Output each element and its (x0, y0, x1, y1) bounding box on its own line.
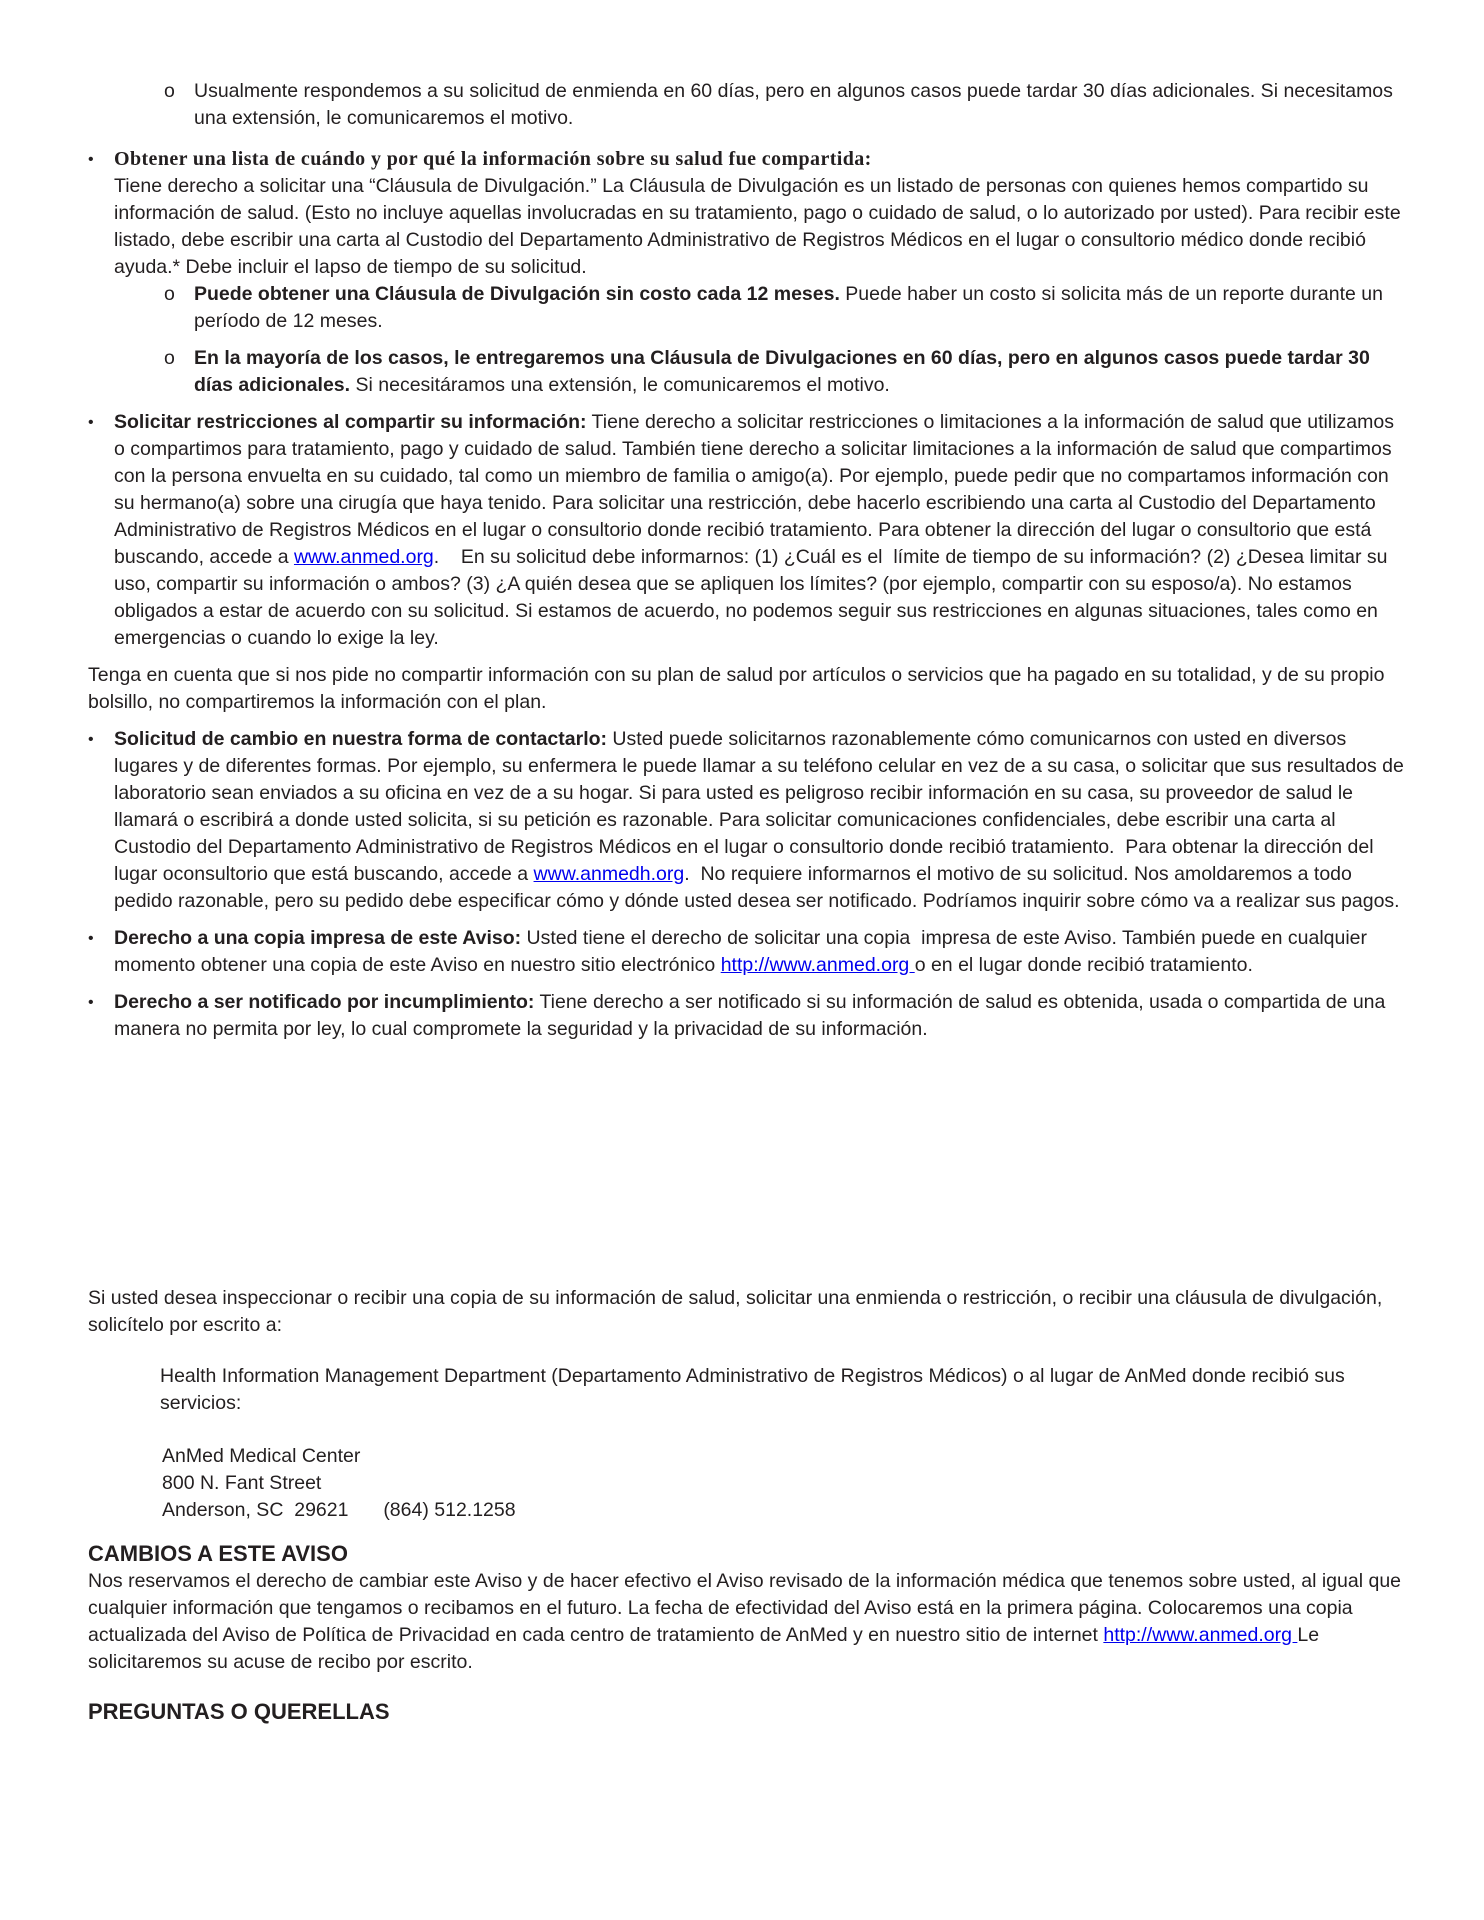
changes-text: Nos reservamos el derecho de cambiar este Aviso y de hacer efectivo el Aviso revisado de la información médica que tenemos sobre usted, al igual que cualquier información que tengamos o recibamos en el futuro. La fecha de efectividad del Aviso está en la primera página. Colocaremos una copia actualizada del Aviso de Política de Privacidad en cada centro de tratamiento de AnMed y en nuestro sitio de internet (88, 1570, 1402, 1646)
paper-copy-text: Usted tiene el derecho de solicitar una copia impresa de este Aviso. También puede en cualquier momento obtener una copia de este Aviso en nuestro sitio electrónico (114, 927, 1373, 976)
bullet-marker: • (88, 414, 94, 431)
restrictions-text: Tiene derecho a solicitar restricciones o limitaciones a la información de salud que utilizamos o compartimos para tratamiento, pago y cuidado de salud. También tiene derecho a solicitar limitaciones a la información de salud que compartimos con la persona envuelta en su cuidado, tal como un miembro de familia o amigo(a). Por ejemplo, puede pedir que no compartamos información con su hermano(a) sobre una cirugía que haya tenido. Para solicitar una restricción, debe hacerlo escribiendo una carta al Custodio del Departamento Administrativo de Registros Médicos en el lugar o consultorio donde recibió tratamiento. Para obtener la dirección del lugar o consultorio que está buscando, accede a (114, 411, 1394, 568)
restrictions-bullet (88, 409, 1408, 652)
sub-bullet-marker: o (164, 347, 175, 369)
bullet-marker: • (88, 930, 94, 947)
questions-heading: PREGUNTAS O QUERELLAS (88, 1699, 390, 1724)
accounting-timing-text: Si necesitáramos una extensión, le comunicaremos el motivo. (350, 374, 890, 396)
accounting-subitem-timing (88, 345, 1408, 399)
anmed-website-link-2[interactable]: http://www.anmed.org (1103, 1624, 1298, 1646)
contact-change-bullet (88, 726, 1408, 915)
health-plan-note: Tenga en cuenta que si nos pide no compartir información con su plan de salud por artículos o servicios que ha pagado en su totalidad, y de su propio bolsillo, no compartiremos la información con el plan. (88, 664, 1385, 713)
anmed-link[interactable]: www.anmed.org (293, 546, 434, 568)
bullet-marker: • (88, 151, 94, 168)
mailing-address (88, 1443, 1408, 1524)
changes-heading: CAMBIOS A ESTE AVISO (88, 1541, 348, 1566)
department-text: Health Information Management Department (Departamento Administrativo de Registros Médicos) o al lugar de AnMed donde recibió sus servicios: (160, 1365, 1345, 1414)
accounting-bullet (88, 146, 1408, 281)
contact-change-title: Solicitud de cambio en nuestra forma de contactarlo: (114, 728, 608, 750)
document-page (88, 78, 1408, 1726)
address-street: 800 N. Fant Street (162, 1472, 322, 1494)
address-city: Anderson, SC 29621 (162, 1499, 349, 1521)
accounting-text: Tiene derecho a solicitar una “Cláusula de Divulgación.” La Cláusula de Divulgación es un listado de personas con quienes hemos compartido su información de salud. (Esto no incluye aquellas involucradas en su tratamiento, pago o cuidado de salud, o lo autorizado por usted). Para recibir este listado, debe escribir una carta al Custodio del Departamento Administrativo de Registros Médicos en el lugar o consultorio médico donde recibió ayuda.* Debe incluir el lapso de tiempo de su solicitud. (114, 175, 1401, 278)
accounting-free-text: Puede haber un costo si solicita más de un reporte durante un período de 12 meses. (194, 283, 1383, 332)
accounting-title: Obtener una lista de cuándo y por qué la información sobre su salud fue compartida: (114, 148, 872, 170)
accounting-subitem-free (88, 281, 1408, 335)
address-name: AnMed Medical Center (162, 1445, 361, 1467)
breach-bullet (88, 989, 1408, 1043)
anmedh-link[interactable]: www.anmedh.org (533, 863, 685, 885)
paper-copy-text-cont: o en el lugar donde recibió tratamiento. (914, 954, 1253, 976)
breach-title: Derecho a ser notificado por incumplimiento: (114, 991, 535, 1013)
accounting-free-bold: Puede obtener una Cláusula de Divulgación sin costo cada 12 meses. (194, 283, 840, 305)
paper-copy-title: Derecho a una copia impresa de este Aviso: (114, 927, 522, 949)
sub-bullet-marker: o (164, 80, 175, 102)
bullet-marker: • (88, 731, 94, 748)
request-in-writing-text: Si usted desea inspeccionar o recibir una copia de su información de salud, solicitar una enmienda o restricción, o recibir una cláusula de divulgación, solicítelo por escrito a: (88, 1287, 1383, 1336)
contact-change-text-cont: . No requiere informarnos el motivo de su solicitud. Nos amoldaremos a todo pedido razonable, pero su pedido debe especificar cómo y dónde usted desea ser notificado. Podríamos inquirir sobre cómo va a realizar sus pagos. (114, 863, 1400, 912)
paper-copy-bullet (88, 925, 1408, 979)
restrictions-text-cont: . En su solicitud debe informarnos: (1) ¿Cuál es el límite de tiempo de su información? (2) ¿Desea limitar su uso, compartir su información o ambos? (3) ¿A quién desea que se apliquen los límites? (por ejemplo, compartir con su esposo/a). No estamos obligados a estar de acuerdo con su solicitud. Si estamos de acuerdo, no podemos seguir sus restricciones en algunas situaciones, tales como en emergencias o cuando lo exige la ley. (114, 546, 1393, 649)
address-phone: (864) 512.1258 (383, 1499, 516, 1521)
anmed-website-link[interactable]: http://www.anmed.org (720, 954, 915, 976)
breach-text: Tiene derecho a ser notificado si su información de salud es obtenida, usada o compartida de una manera no permita por ley, lo cual compromete la seguridad y la privacidad de su información. (114, 991, 1386, 1040)
amend-response-text: Usualmente respondemos a su solicitud de enmienda en 60 días, pero en algunos casos puede tardar 30 días adicionales. Si necesitamos una extensión, le comunicaremos el motivo. (194, 80, 1393, 129)
accounting-timing-bold: En la mayoría de los casos, le entregaremos una Cláusula de Divulgaciones en 60 días, pero en algunos casos puede tardar 30 días adicionales. (194, 347, 1370, 396)
amend-response-subitem (88, 78, 1408, 132)
changes-text-cont: Le solicitaremos su acuse de recibo por escrito. (88, 1624, 1320, 1673)
changes-paragraph (88, 1568, 1408, 1676)
bullet-marker: • (88, 994, 94, 1011)
contact-change-text: Usted puede solicitarnos razonablemente cómo comunicarnos con usted en diversos lugares y de diferentes formas. Por ejemplo, su enfermera le puede llamar a su teléfono celular en vez de a su casa, o solicitar que sus resultados de laboratorio sean enviados a su oficina en vez de a su hogar. Si para usted es peligroso recibir información en su casa, su proveedor de salud le llamará o escribirá a donde usted solicita, si su petición es razonable. Para solicitar comunicaciones confidenciales, debe escribir una carta al Custodio del Departamento Administrativo de Registros Médicos en el lugar o consultorio donde recibió tratamiento. Para obtenar la dirección del lugar oconsultorio que está buscando, accede a (114, 728, 1410, 885)
restrictions-title: Solicitar restricciones al compartir su información: (114, 411, 587, 433)
sub-bullet-marker: o (164, 283, 175, 305)
